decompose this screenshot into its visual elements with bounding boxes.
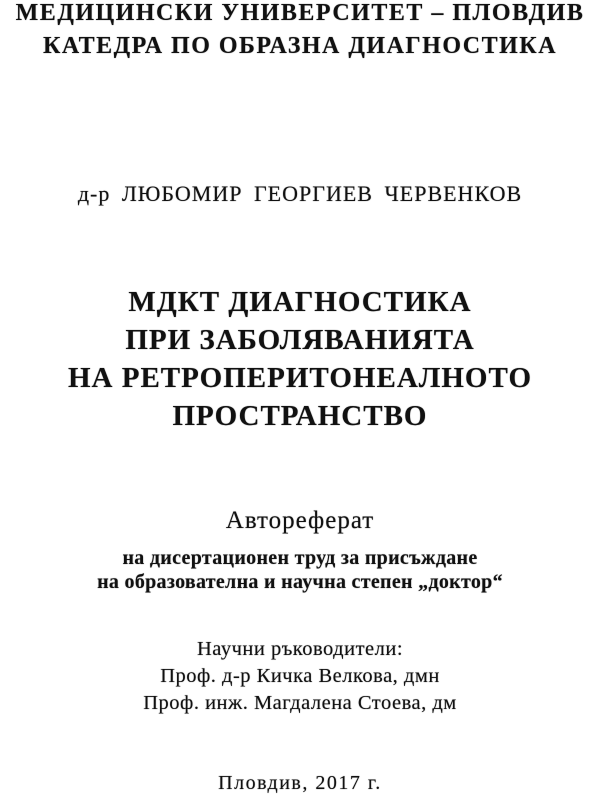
dissertation-title [0, 283, 600, 435]
document-type: Автореферат [225, 507, 375, 534]
subtitle-line-1: на дисертационен труд за присъждане [122, 547, 478, 569]
page-header [0, 0, 600, 63]
supervisor-2: Проф. инж. Магдалена Стоева, дм [143, 692, 457, 714]
title-line-1: МДКТ ДИАГНОСТИКА [128, 286, 472, 318]
supervisors-heading: Научни ръководители: [196, 638, 404, 660]
supervisor-1: Проф. д-р Кичка Велкова, дмн [160, 665, 440, 687]
author-name: д-р ЛЮБОМИР ГЕОРГИЕВ ЧЕРВЕНКОВ [77, 181, 523, 206]
university-name: МЕДИЦИНСКИ УНИВЕРСИТЕТ – ПЛОВДИВ [15, 0, 585, 26]
document-subtitle [0, 546, 600, 594]
title-line-2: ПРИ ЗАБОЛЯВАНИЯТА [125, 324, 475, 356]
title-line-4: ПРОСТРАНСТВО [172, 400, 428, 432]
title-line-3: НА РЕТРОПЕРИТОНЕАЛНОТО [67, 362, 533, 394]
department-name: КАТЕДРА ПО ОБРАЗНА ДИАГНОСТИКА [42, 33, 558, 59]
city-year-footer: Пловдив, 2017 г. [218, 772, 382, 794]
supervisors-section [0, 636, 600, 717]
subtitle-line-2: на образователна и научна степен „доктор“ [97, 571, 503, 593]
